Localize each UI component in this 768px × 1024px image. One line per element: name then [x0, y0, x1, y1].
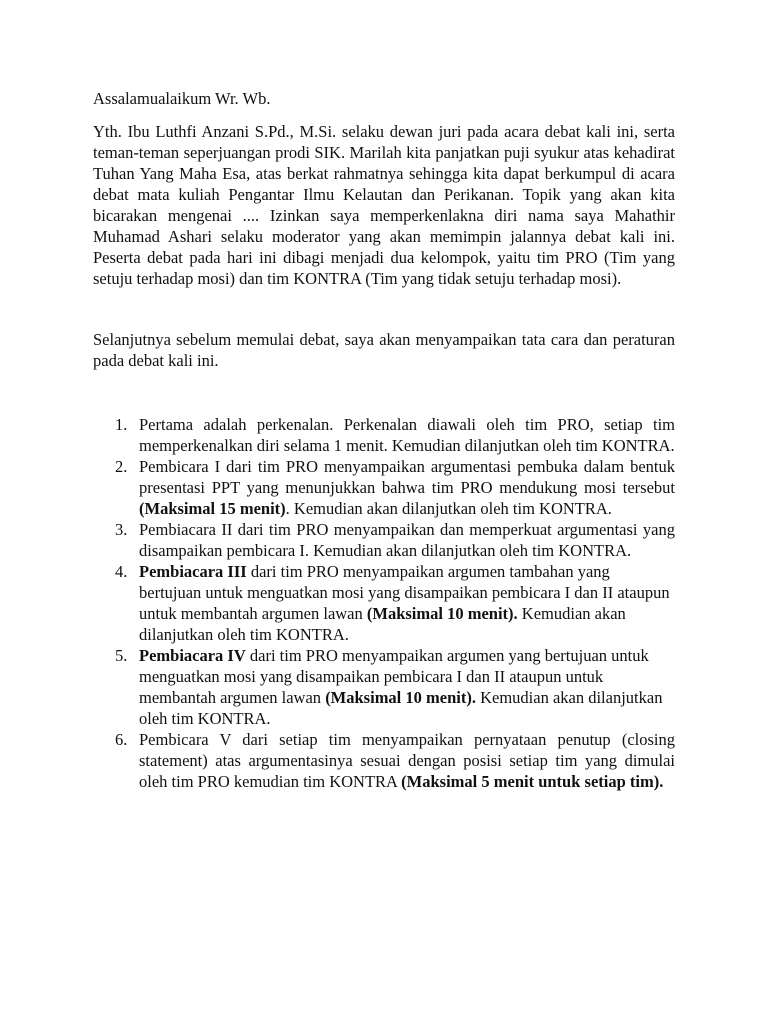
rule-text-tail: Kemudian akan dilanjutkan oleh tim KONTRA.: [139, 688, 663, 728]
rule-number: 4.: [115, 562, 128, 581]
rule-text: Pembiacara II dari tim PRO menyampaikan dan memperkuat argumentasi yang disampaikan pembicara I. Kemudian akan dilanjutkan oleh tim KONTRA.: [139, 520, 675, 560]
rule-item-5: [93, 645, 675, 729]
greeting: Assalamualaikum Wr. Wb.: [93, 89, 271, 108]
rule-duration-bold: (Maksimal 10 menit).: [325, 688, 476, 707]
rule-text: dari tim PRO menyampaikan argumen tambahan yang bertujuan untuk menguatkan mosi yang disampaikan pembicara I dan II ataupun untuk membantah argumen lawan: [139, 562, 670, 623]
rule-number: 5.: [115, 646, 128, 665]
rules-list: [93, 414, 675, 792]
rule-number: 2.: [115, 457, 128, 476]
rule-text: Pembicara I dari tim PRO menyampaikan argumentasi pembuka dalam bentuk presentasi PPT yang menunjukkan bahwa tim PRO mendukung mosi tersebut: [139, 457, 675, 497]
rule-text: Pertama adalah perkenalan. Perkenalan diawali oleh tim PRO, setiap tim memperkenalkan diri selama 1 menit. Kemudian dilanjutkan oleh tim KONTRA.: [139, 415, 675, 455]
rule-number: 1.: [115, 415, 128, 434]
rule-number: 6.: [115, 730, 128, 749]
rule-text-tail: Kemudian akan dilanjutkan oleh tim KONTRA.: [139, 604, 626, 644]
rule-item-2: [93, 456, 675, 519]
rule-text: dari tim PRO menyampaikan argumen yang bertujuan untuk menguatkan mosi yang disampaikan pembicara I dan II ataupun untuk membantah argumen lawan: [139, 646, 649, 707]
rule-speaker-bold: Pembiacara III: [139, 562, 247, 581]
rule-text: Pembicara V dari setiap tim menyampaikan pernyataan penutup (closing statement) atas argumentasinya sesuai dengan posisi setiap tim yang dimulai oleh tim PRO kemudian tim KONTRA: [139, 730, 675, 791]
rule-number: 3.: [115, 520, 128, 539]
rule-text-tail: . Kemudian akan dilanjutkan oleh tim KONTRA.: [285, 499, 612, 518]
rule-item-6: [93, 729, 675, 792]
rule-duration-bold: (Maksimal 15 menit): [139, 499, 286, 518]
transition-paragraph: Selanjutnya sebelum memulai debat, saya akan menyampaikan tata cara dan peraturan pada debat kali ini.: [93, 330, 675, 370]
opening-paragraph: Yth. Ibu Luthfi Anzani S.Pd., M.Si. selaku dewan juri pada acara debat kali ini, serta teman-teman seperjuangan prodi SIK. Marilah kita panjatkan puji syukur atas kehadirat Tuhan Yang Maha Esa, atas berkat rahmatnya sehingga kita dapat berkumpul di acara debat mata kuliah Pengantar Ilmu Kelautan dan Perikanan. Topik yang akan kita bicarakan mengenai .... Izinkan saya memperkenlakna diri nama saya Mahathir Muhamad Ashari selaku moderator yang akan memimpin jalannya debat kali ini. Peserta debat pada hari ini dibagi menjadi dua kelompok, yaitu tim PRO (Tim yang setuju terhadap mosi) dan tim KONTRA (Tim yang tidak setuju terhadap mosi).: [93, 122, 675, 288]
rule-duration-bold: (Maksimal 5 menit untuk setiap tim).: [401, 772, 664, 791]
rule-speaker-bold: Pembiacara IV: [139, 646, 246, 665]
rule-item-3: [93, 519, 675, 561]
rule-item-4: [93, 561, 675, 645]
rule-item-1: [93, 414, 675, 456]
document-page: [93, 88, 675, 792]
rule-duration-bold: (Maksimal 10 menit).: [366, 604, 518, 623]
